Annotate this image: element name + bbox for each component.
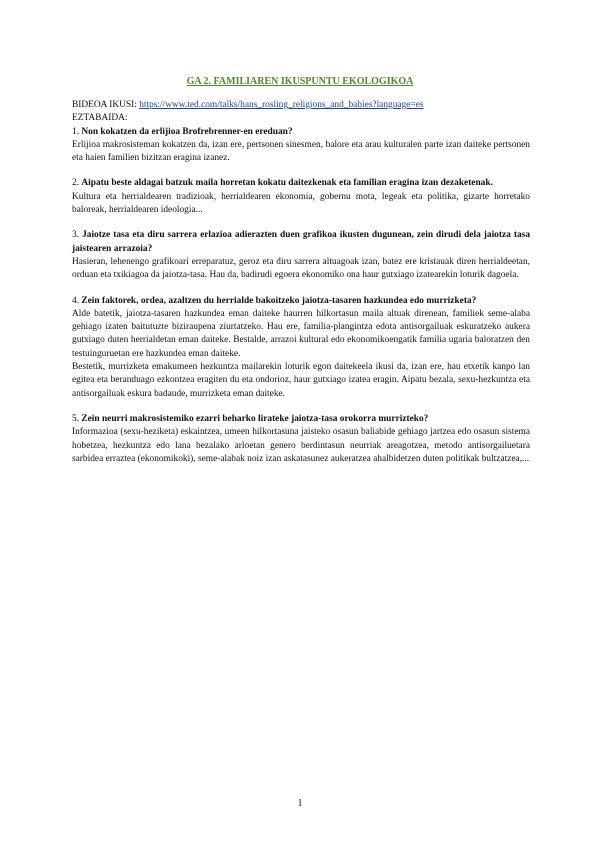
question-heading — [72, 413, 530, 426]
document-title: GA 2. FAMILIAREN IKUSPUNTU EKOLOGIKOA — [186, 76, 414, 87]
question-5 — [72, 413, 530, 466]
video-link[interactable]: https://www.ted.com/talks/hans_rosling_religions_and_babies?language=es — [139, 100, 424, 110]
question-text: Non kokatzen da erlijioa Brofrebrenner-en ereduan? — [81, 126, 293, 137]
answer-text: Alde batetik, jaiotza-tasaren hazkundea eman daiteke haurren hilkortasun maila altuak direnean, familiek seme-alaba gehiago izaten baitutuzte biziraupena ziurtatzeko. Hau ere, familia-plangintza edota antisorgailuak eskuratzeko aukera gutxiago duten herrialdetan eman daiteke. Bestalde, arrazoi kultural edo ekonomikoengatik familia ugaria baloratzen den testuinguruetan ere hazkundea eman daiteke. — [72, 308, 530, 359]
question-heading — [72, 177, 530, 190]
page-number: 1 — [297, 798, 303, 809]
answer-text: Kultura eta herrialdearen tradizioak, herrialdearen ekonomia, gobernu mota, legeak eta politika, gizarte horretako baloreak, herrialdearen ideologia... — [72, 191, 530, 216]
question-heading — [72, 126, 530, 139]
question-1 — [72, 126, 530, 166]
video-label: BIDEOA IKUSI: — [72, 100, 140, 110]
answer-text: Hasieran, lehenengo grafikoari erreparatuz, geroz eta diru sarrera altuagoak izan, batez ere kristauak diren herrialdeetan, orduan eta txikiagoa da jaiotza-tasa. Hau da, badirudi egoera ekonomiko ona haur gutxiago izatearekin loturik dagoela. — [72, 256, 530, 281]
question-text: Zein faktorek, ordea, azaltzen du herrialde bakoitzeko jaiotza-tasaren hazkundea edo murrizketa? — [81, 295, 477, 306]
discussion-label: EZTABAIDA: — [72, 113, 128, 124]
document-body — [72, 99, 530, 466]
answer-text: Informazioa (sexu-heziketa) eskaintzea, umeen hilkortasuna jaisteko osasun baliabide gehiago jartzea edo osasun sistema hobetzea, hezkuntza edo lana bezalako arloetan genero berdintasun neurriak areagotzea, metodo antisorgailuetara sarbidea erraztea (ekonomikoki), seme-alabak noiz izan askatasunez aukeratzea ahalbidetzen duten politikak bultzatzea,... — [72, 427, 530, 464]
question-number: 4. — [72, 295, 82, 306]
question-3 — [72, 229, 530, 282]
answer-text-2: Bestetik, murrizketa emakumeen hezkuntza mailarekin loturik egon daitekeela ikusi da, izan ere, hau etxetik kanpo lan egitea eta beranduago ezkontzea eragiten du eta ondorioz, haur gutxiago izatea eragin. Aipatu bezala, sexu-hezkuntza eta antisorgailuak eskura badaude, murrizketa eman daiteke. — [72, 362, 530, 399]
question-number: 2. — [72, 178, 82, 189]
question-heading — [72, 229, 530, 256]
question-4 — [72, 295, 530, 401]
question-number: 5. — [72, 413, 82, 424]
answer-text: Erlijioa makrosisteman kokatzen da, izan ere, pertsonen sinesmen, balore eta arau kulturalen parte izan daiteke pertsonen eta haien familien bizitzan eragina izanez. — [72, 139, 530, 164]
question-2 — [72, 177, 530, 217]
question-number: 3. — [72, 230, 83, 241]
question-heading — [72, 295, 530, 308]
question-text: Jaiotze tasa eta diru sarrera erlazioa adierazten duen grafikoa ikusten dugunean, zein dirudi dela jaiotza tasa jaistearen arrazoia? — [72, 230, 531, 254]
question-text: Zein neurri makrosistemiko ezarri beharko lirateke jaiotza-tasa orokorra murrizteko? — [81, 413, 429, 424]
question-number: 1. — [72, 126, 82, 137]
video-line — [72, 99, 530, 112]
question-text: Aipatu beste aldagai batzuk maila horretan kokatu daitezkenak eta familian eragina izan dezaketenak. — [81, 178, 493, 189]
